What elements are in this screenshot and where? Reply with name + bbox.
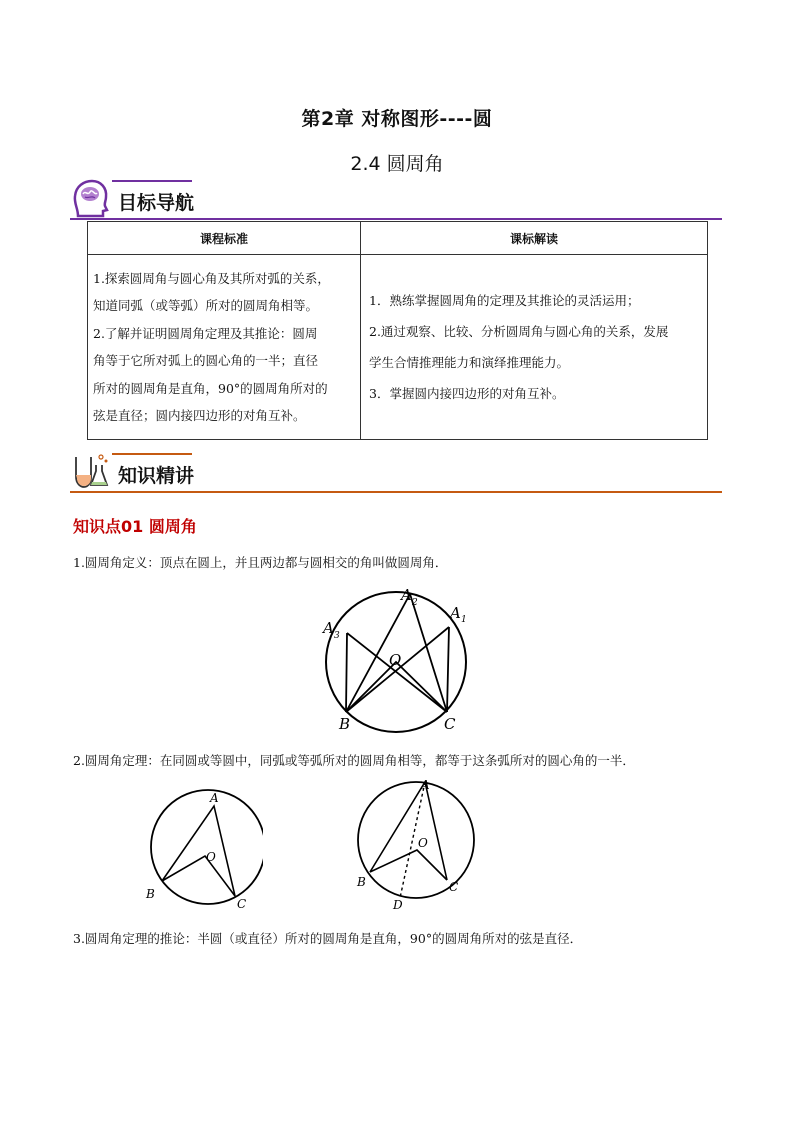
- goal-section-label: 目标导航: [118, 192, 195, 214]
- chapter-title: 第2章 对称图形----圆: [301, 108, 493, 130]
- interpretation-cell: [361, 255, 708, 440]
- label-A1: A: [450, 604, 461, 622]
- label-B: B: [339, 715, 351, 733]
- standard-line: 所对的圆周角是直角，90°的圆周角所对的: [93, 380, 328, 396]
- knowledge-section-label: 知识精讲: [118, 465, 195, 487]
- label-A: A: [210, 791, 219, 805]
- figure-theorem-case2: [353, 773, 478, 913]
- chemistry-flask-icon: [70, 451, 110, 491]
- label-A3: A: [323, 619, 334, 637]
- decor-line: [112, 453, 192, 455]
- standard-line: 1.探索圆周角与圆心角及其所对弧的关系，: [93, 270, 330, 286]
- label-O: O: [206, 850, 216, 864]
- label-A2-sub: 2: [412, 598, 418, 608]
- knowledge-section-header: [70, 451, 722, 493]
- interpretation-line: 学生合情推理能力和演绎推理能力。: [369, 355, 570, 370]
- corollary-paragraph: 3.圆周角定理的推论：半圆（或直径）所对的圆周角是直角，90°的圆周角所对的弦是直径．: [73, 931, 583, 946]
- section-title: 2.4 圆周角: [350, 153, 444, 175]
- interpretation-line: 3．掌握圆内接四边形的对角互补。: [369, 386, 565, 401]
- goal-section-header: [70, 178, 722, 220]
- definition-paragraph: 1.圆周角定义：顶点在圆上，并且两边都与圆相交的角叫做圆周角．: [73, 555, 448, 570]
- label-C: C: [449, 880, 459, 894]
- section-divider: [70, 218, 722, 220]
- label-B: B: [357, 875, 366, 889]
- standard-line: 角等于它所对弧上的圆心角的一半；直径: [93, 353, 319, 368]
- standard-line: 弦是直径；圆内接四边形的对角互补。: [93, 408, 306, 423]
- decor-line: [112, 180, 192, 182]
- label-A2: A: [401, 586, 412, 604]
- theorem-paragraph: 2.圆周角定理：在同圆或等圆中，同弧或等弧所对的圆周角相等，都等于这条弧所对的圆心角的一半．: [73, 753, 635, 768]
- label-B: B: [146, 887, 155, 901]
- label-O: O: [389, 651, 402, 669]
- label-D: D: [393, 898, 403, 912]
- standard-line: 2.了解并证明圆周角定理及其推论：圆周: [93, 325, 318, 341]
- interpretation-line: 2.通过观察、比较、分析圆周角与圆心角的关系，发展: [369, 324, 669, 339]
- col-header-standard: 课程标准: [88, 222, 361, 255]
- knowledge-point-title: 知识点01 圆周角: [73, 517, 197, 536]
- standard-cell: [88, 255, 361, 440]
- brain-head-icon: [70, 178, 110, 218]
- section-divider: [70, 491, 722, 493]
- label-C: C: [237, 897, 247, 911]
- label-C: C: [444, 715, 456, 733]
- label-O: O: [418, 836, 428, 850]
- label-A1-sub: 1: [461, 615, 467, 625]
- figure-theorem-case1: [143, 788, 263, 913]
- standards-table: [87, 221, 708, 440]
- figure-inscribed-angles: [318, 582, 478, 740]
- col-header-interpretation: 课标解读: [361, 222, 708, 255]
- label-A: A: [421, 778, 430, 792]
- label-A3-sub: 3: [334, 631, 340, 641]
- interpretation-line: 1．熟练掌握圆周角的定理及其推论的灵活运用；: [369, 293, 640, 308]
- standard-line: 知道同弧（或等弧）所对的圆周角相等。: [93, 298, 319, 313]
